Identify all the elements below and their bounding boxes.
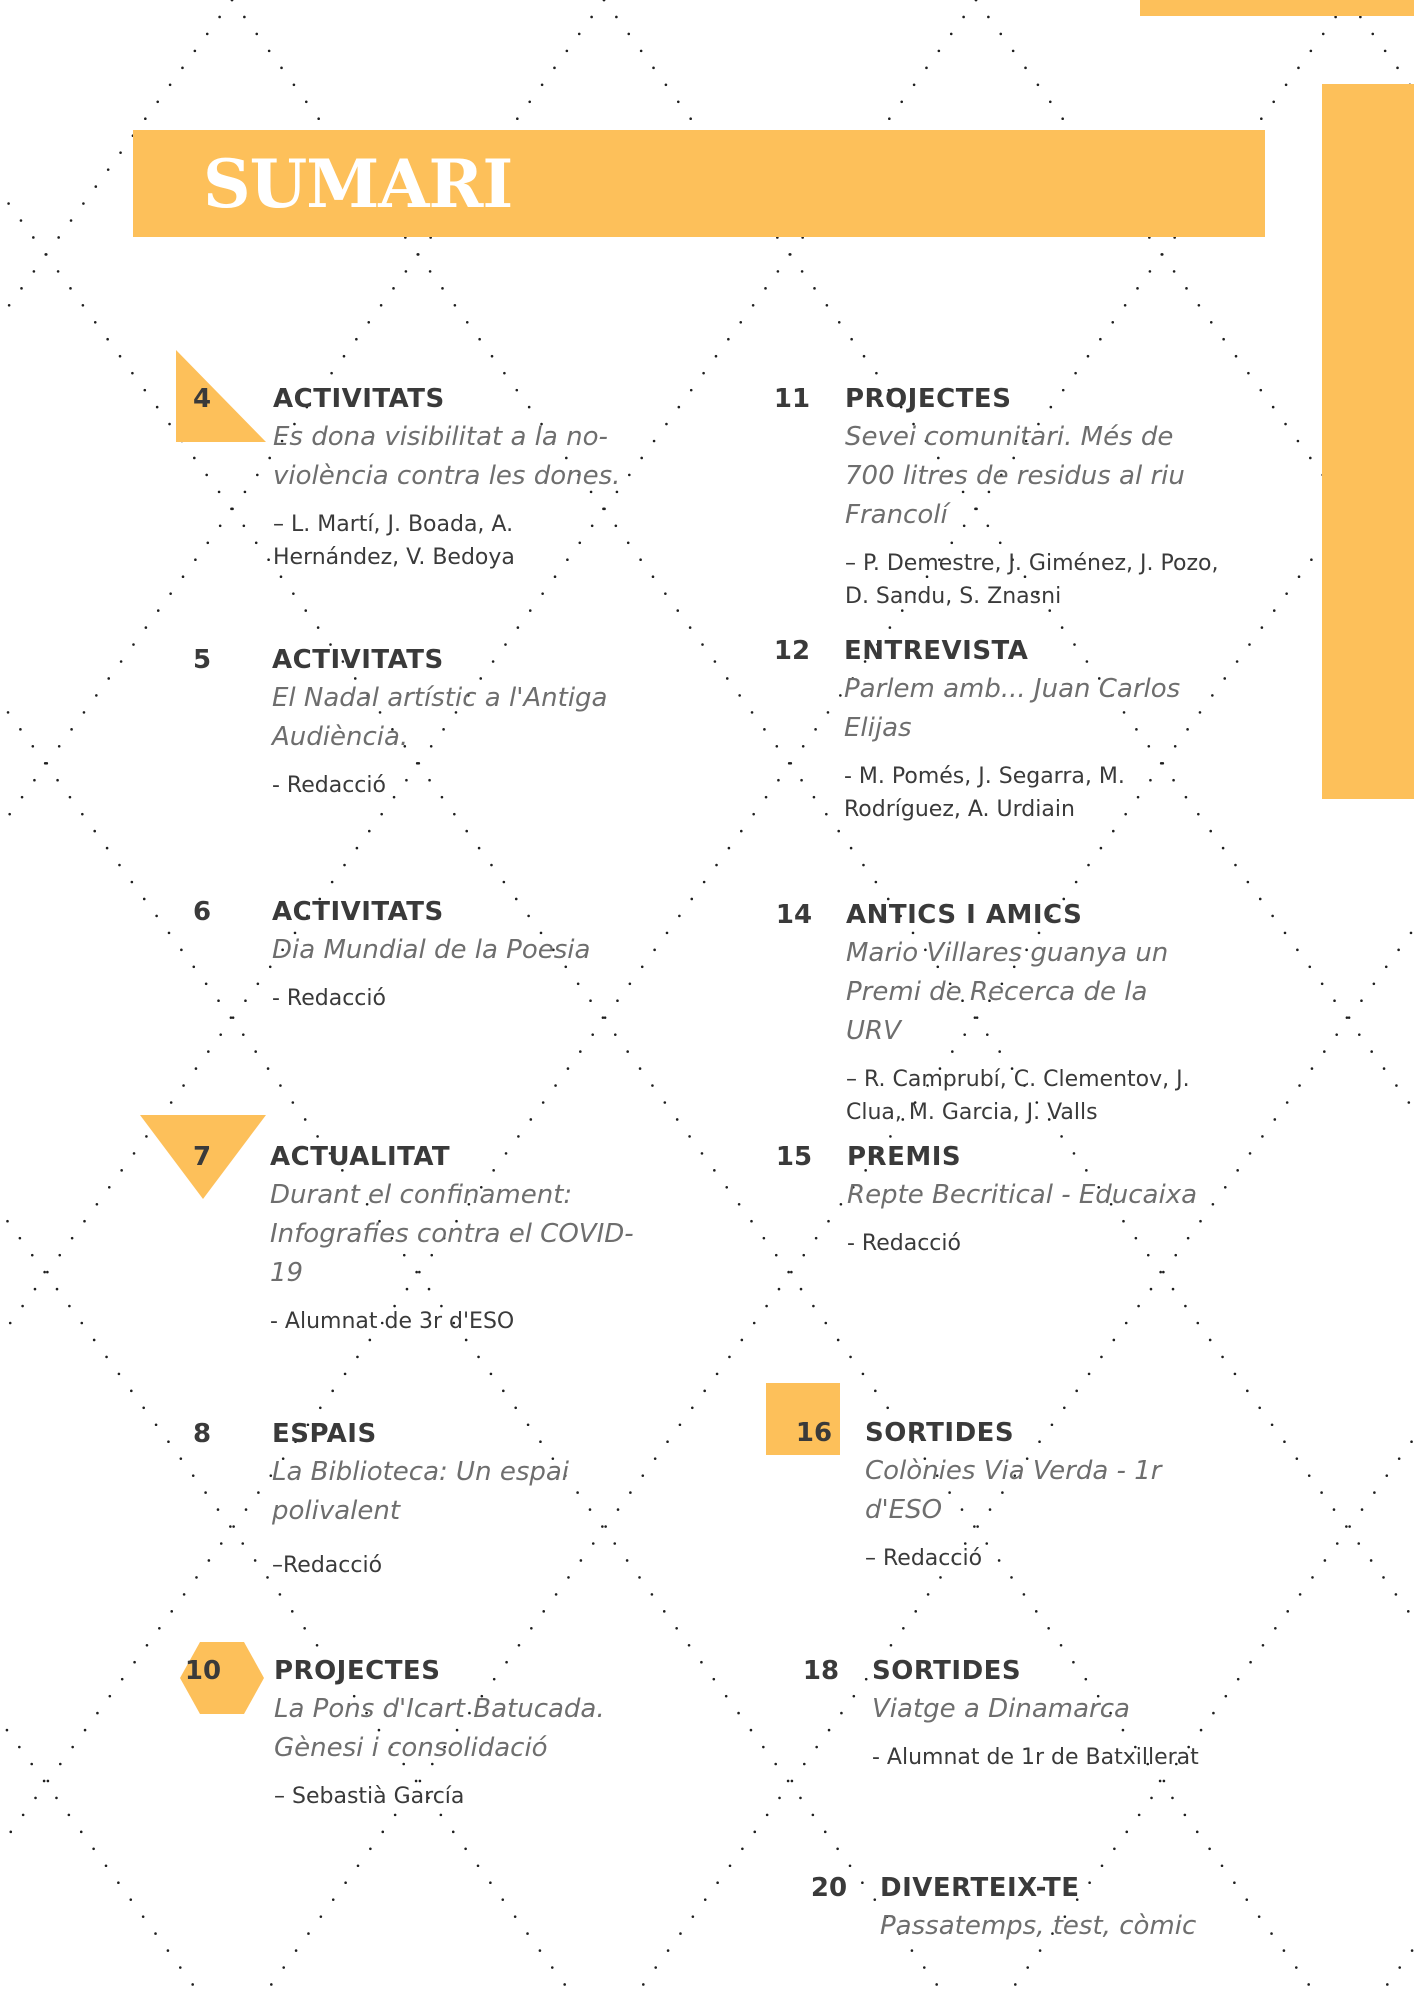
page-number: 15 xyxy=(775,1142,813,1172)
title-banner xyxy=(133,130,1265,237)
article-author: – P. Demestre, J. Giménez, J. Pozo, D. Sandu, S. Znasni xyxy=(845,551,1219,609)
right-side-accent-bar xyxy=(1322,84,1414,799)
top-right-accent-bar xyxy=(1140,0,1414,16)
section-title: SORTIDES xyxy=(865,1418,1015,1448)
section-title: PROJECTES xyxy=(845,384,1012,414)
article-headline: Mario Villares guanya un Premi de Recerca de la URV xyxy=(846,938,1169,1046)
article-headline: Viatge a Dinamarca xyxy=(872,1694,1130,1724)
article-headline: La Biblioteca: Un espai polivalent xyxy=(272,1457,570,1526)
page-number: 8 xyxy=(192,1419,212,1449)
article-author: - Redacció xyxy=(272,986,386,1011)
section-title: ACTIVITATS xyxy=(273,384,445,414)
article-headline: Repte Becritical - Educaixa xyxy=(847,1180,1198,1210)
article-headline: Parlem amb... Juan Carlos Elijas xyxy=(844,674,1181,743)
section-title: ANTICS I AMICS xyxy=(846,900,1083,930)
article-headline: Es dona visibilitat a la no-violència contra les dones. xyxy=(273,422,621,491)
article-author: - Redacció xyxy=(847,1231,961,1256)
section-title: PROJECTES xyxy=(274,1656,441,1686)
article-author: –Redacció xyxy=(272,1553,383,1578)
article-author: – R. Camprubí, C. Clementov, J. Clua, M. Garcia, J. Valls xyxy=(846,1067,1190,1125)
article-author: - Alumnat de 3r d'ESO xyxy=(270,1309,515,1334)
page-number: 18 xyxy=(802,1656,840,1686)
page-number: 14 xyxy=(775,900,813,930)
article-author: - Redacció xyxy=(272,773,386,798)
article-headline: Colònies Via Verda - 1r d'ESO xyxy=(865,1456,1162,1525)
section-title: ENTREVISTA xyxy=(844,636,1029,666)
article-headline: El Nadal artístic a l'Antiga Audiència. xyxy=(272,683,608,752)
page-number: 12 xyxy=(773,636,811,666)
article-author: - Alumnat de 1r de Batxillerat xyxy=(872,1745,1199,1770)
article-headline: La Pons d'Icart Batucada. Gènesi i consolidació xyxy=(274,1694,605,1763)
article-author: - M. Pomés, J. Segarra, M. Rodríguez, A. Urdiain xyxy=(844,764,1125,822)
page-number: 10 xyxy=(184,1656,222,1686)
article-headline: Passatemps, test, còmic xyxy=(880,1911,1197,1941)
section-title: ESPAIS xyxy=(272,1419,377,1449)
lattice-line xyxy=(0,0,204,2000)
page-title: SUMARI xyxy=(203,144,513,223)
page-number: 20 xyxy=(810,1873,848,1903)
section-title: SORTIDES xyxy=(872,1656,1022,1686)
page-number: 11 xyxy=(773,384,811,414)
article-headline: Sevei comunitari. Més de 700 litres de residus al riu Francolí xyxy=(845,422,1185,530)
article-author: – Redacció xyxy=(865,1546,983,1571)
page-number: 6 xyxy=(192,897,212,927)
article-author: – Sebastià García xyxy=(274,1784,465,1809)
section-title: ACTIVITATS xyxy=(272,645,444,675)
section-title: DIVERTEIX-TE xyxy=(880,1873,1080,1903)
section-title: ACTIVITATS xyxy=(272,897,444,927)
page-number: 5 xyxy=(192,645,212,675)
page-number: 7 xyxy=(192,1142,212,1172)
page-number: 16 xyxy=(795,1418,833,1448)
article-headline: Dia Mundial de la Poesia xyxy=(272,935,591,965)
article-headline: Durant el confinament: Infografies contra el COVID-19 xyxy=(270,1180,634,1288)
section-title: PREMIS xyxy=(847,1142,962,1172)
page-number: 4 xyxy=(192,384,212,414)
section-title: ACTUALITAT xyxy=(270,1142,451,1172)
article-author: – L. Martí, J. Boada, A. Hernández, V. Bedoya xyxy=(273,512,515,570)
